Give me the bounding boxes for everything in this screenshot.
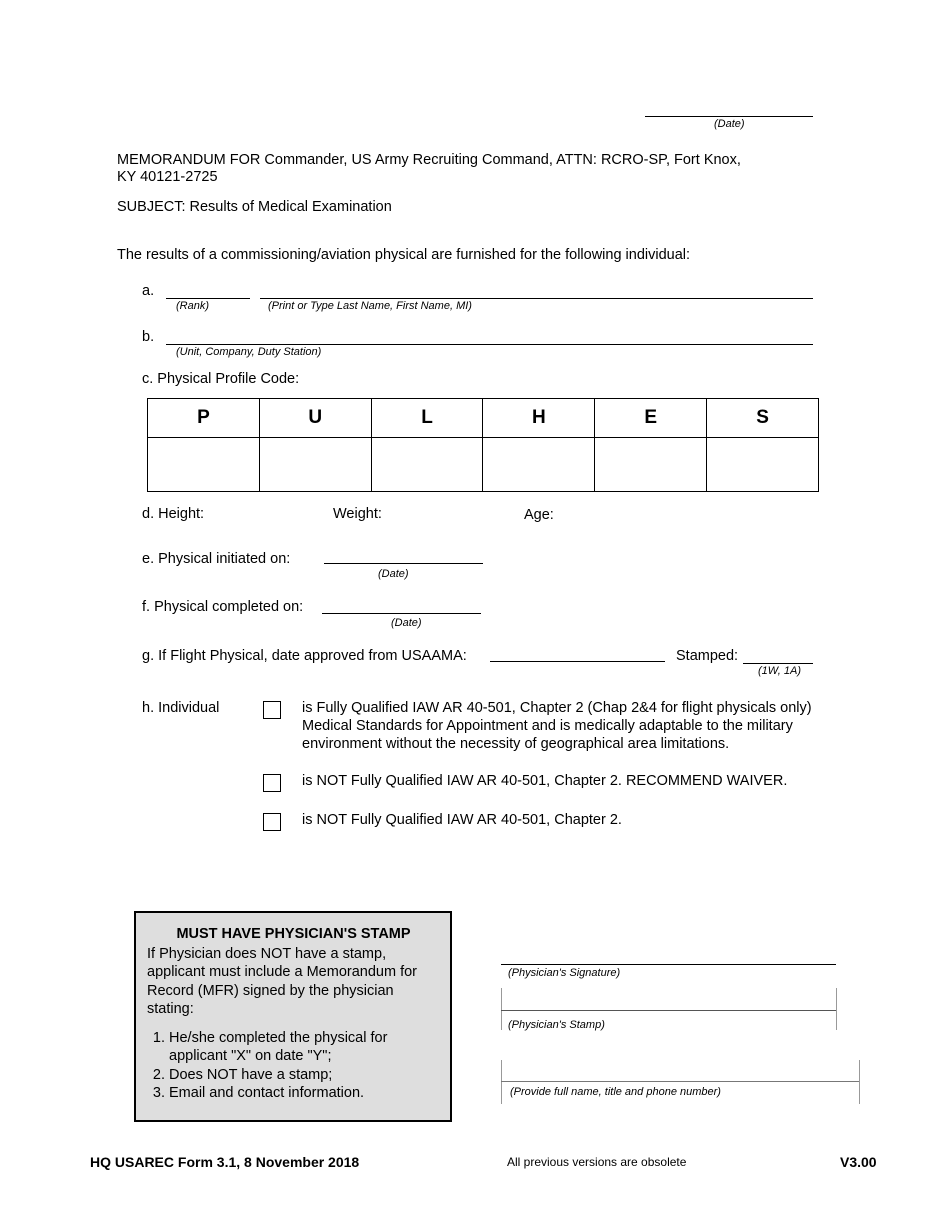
physician-contact-caption: (Provide full name, title and phone number) [510,1086,721,1098]
physician-stamp-notice [134,911,452,1122]
profile-value-h[interactable] [483,438,595,492]
profile-value-l[interactable] [371,438,483,492]
profile-value-u[interactable] [259,438,371,492]
physician-stamp-caption: (Physician's Stamp) [508,1019,605,1031]
completed-date-line[interactable] [322,613,481,614]
field-b-label: b. [142,329,155,345]
rank-line[interactable] [166,298,250,299]
memo-line-1: MEMORANDUM FOR Commander, US Army Recruiting Command, ATTN: RCRO-SP, Fort Knox, [117,152,741,168]
profile-header-l: L [371,399,483,438]
physician-stamp-line[interactable] [501,1010,836,1011]
profile-value-p[interactable] [148,438,260,492]
form-version: V3.00 [840,1154,877,1170]
initiated-date-line[interactable] [324,563,483,564]
height-label: d. Height: [142,506,205,522]
contact-box-left-edge [501,1060,502,1104]
contact-box-right-edge [859,1060,860,1104]
physician-signature-line[interactable] [501,964,836,965]
stamped-caption: (1W, 1A) [758,665,801,677]
stamp-notice-item: 3. Email and contact information. [169,1084,440,1103]
profile-code-table [147,398,819,492]
memo-subject: SUBJECT: Results of Medical Examination [117,199,392,215]
initiated-date-caption: (Date) [378,568,409,580]
usaama-date-line[interactable] [490,661,665,662]
memo-line-2: KY 40121-2725 [117,169,218,185]
not-qualified-waiver-text: is NOT Fully Qualified IAW AR 40-501, Chapter 2. RECOMMEND WAIVER. [302,773,788,789]
not-qualified-text: is NOT Fully Qualified IAW AR 40-501, Chapter 2. [302,812,622,828]
initiated-label: e. Physical initiated on: [142,551,291,567]
stamped-line[interactable] [743,663,813,664]
unit-caption: (Unit, Company, Duty Station) [176,346,322,358]
profile-value-e[interactable] [595,438,707,492]
flight-physical-label: g. If Flight Physical, date approved from USAAMA: [142,648,467,664]
completed-date-caption: (Date) [391,617,422,629]
stamp-notice-list [147,1029,440,1103]
fully-qualified-text-1: is Fully Qualified IAW AR 40-501, Chapter 2 (Chap 2&4 for flight physicals only) [302,700,812,716]
header-date-line[interactable] [645,116,813,117]
profile-code-label: c. Physical Profile Code: [142,371,300,387]
form-id: HQ USAREC Form 3.1, 8 November 2018 [90,1154,360,1170]
individual-label: h. Individual [142,700,220,716]
name-line[interactable] [260,298,813,299]
field-a-label: a. [142,283,155,299]
fully-qualified-text-2: Medical Standards for Appointment and is medically adaptable to the military [302,718,793,734]
header-date-caption: (Date) [714,118,745,130]
name-caption: (Print or Type Last Name, First Name, MI) [268,300,472,312]
physician-signature-caption: (Physician's Signature) [508,967,621,979]
profile-value-s[interactable] [707,438,819,492]
not-qualified-checkbox[interactable] [263,813,281,831]
profile-header-h: H [483,399,595,438]
profile-header-u: U [259,399,371,438]
profile-header-p: P [148,399,260,438]
unit-line[interactable] [166,344,813,345]
profile-header-e: E [595,399,707,438]
stamp-notice-title: MUST HAVE PHYSICIAN'S STAMP [176,926,411,942]
physician-contact-line[interactable] [501,1081,859,1082]
fully-qualified-checkbox[interactable] [263,701,281,719]
stamped-label: Stamped: [676,648,739,664]
signature-box-right-edge [836,988,837,1030]
age-label: Age: [524,507,554,523]
not-qualified-waiver-checkbox[interactable] [263,774,281,792]
stamp-notice-item: 1. He/she completed the physical for applicant "X" on date "Y"; [169,1029,440,1066]
rank-caption: (Rank) [176,300,210,312]
stamp-notice-item: 2. Does NOT have a stamp; [169,1066,440,1085]
weight-label: Weight: [333,506,382,522]
memo-intro: The results of a commissioning/aviation physical are furnished for the following individual: [117,247,691,263]
completed-label: f. Physical completed on: [142,599,304,615]
profile-header-s: S [707,399,819,438]
stamp-notice-body: If Physician does NOT have a stamp, applicant must include a Memorandum for Record (MFR) signed by the physician stating: [147,945,417,1017]
signature-box-left-edge [501,988,502,1030]
obsolete-note: All previous versions are obsolete [507,1155,687,1169]
fully-qualified-text-3: environment without the necessity of geographical area limitations. [302,736,730,752]
